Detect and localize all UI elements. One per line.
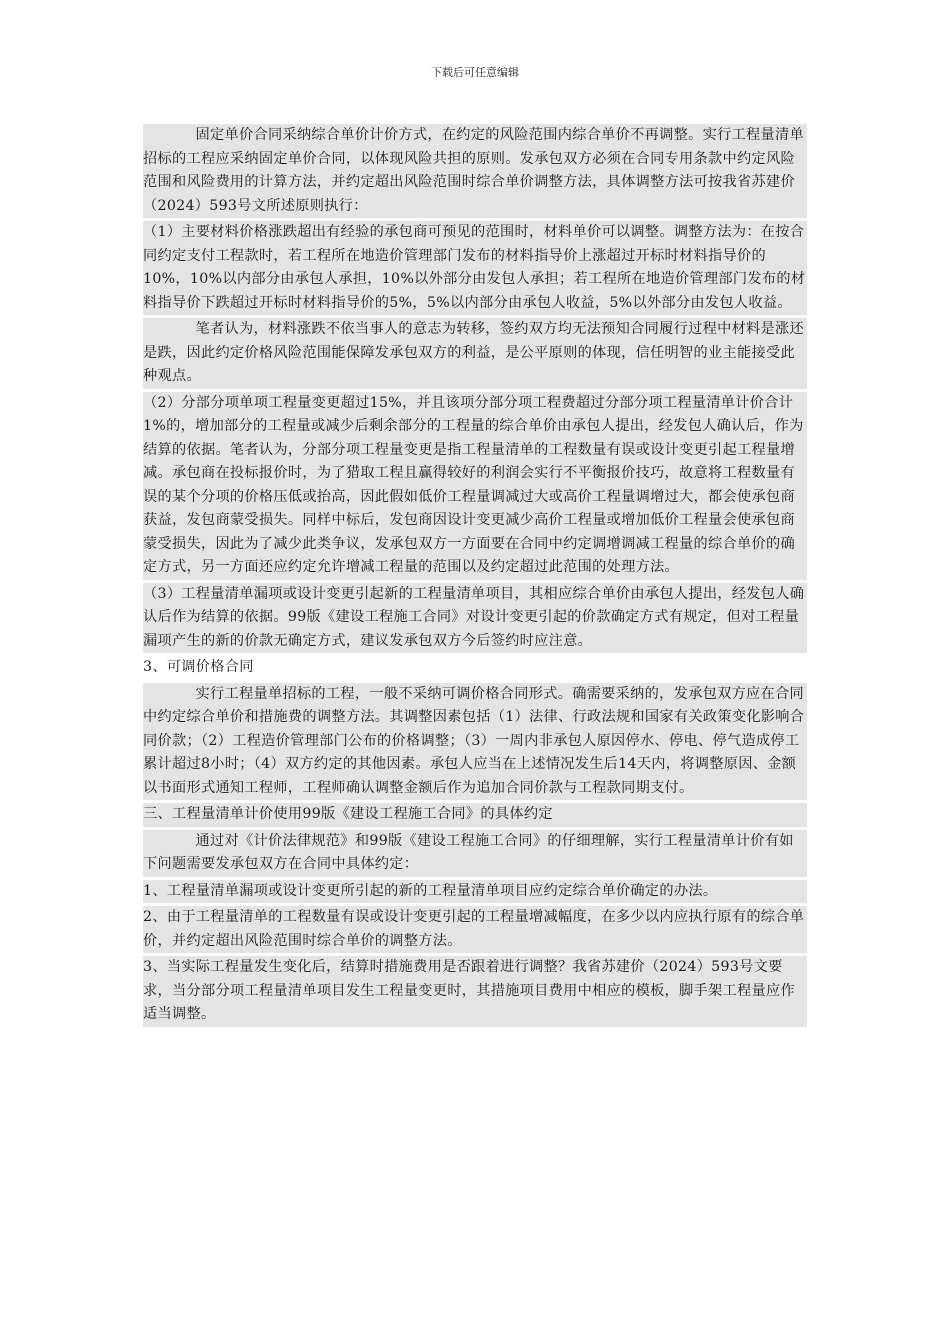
paragraph-item-3: （3）工程量清单漏项或设计变更引起新的工程量清单项目，其相应综合单价由承包人提出，经发包人确认后作为结算的依据。99版《建设工程施工合同》对设计变更引起的价款确定方式有规定，但对工程量漏项产生的新的价款无确定方式，建议发承包双方今后签约时应注意。 bbox=[143, 583, 807, 654]
paragraph-intro-agreement: 通过对《计价法律规范》和99版《建设工程施工合同》的仔细理解，实行工程量清单计价有如下问题需要发承包双方在合同中具体约定： bbox=[143, 830, 807, 877]
paragraph-adjustable-contract: 实行工程量单招标的工程，一般不采纳可调价格合同形式。确需要采纳的，发承包双方应在合同中约定综合单价和措施费的调整方法。其调整因素包括（1）法律、行政法规和国家有关政策变化影响合同价款；（2）工程造价管理部门公布的价格调整；（3）一周内非承包人原因停水、停电、停气造成停工累计超过8小时；（4）双方约定的其他因素。承包人应当在上述情况发生后14天内，将调整原因、金额以书面形式通知工程师，工程师确认调整金额后作为追加合同价款与工程款同期支付。 bbox=[143, 683, 807, 801]
section-heading-three: 三、工程量清单计价使用99版《建设工程施工合同》的具体约定 bbox=[143, 803, 807, 827]
paragraph-item-2: （2）分部分项单项工程量变更超过15%，并且该项分部分项工程费超过分部分项工程量清单计价合计1%的，增加部分的工程量或减少后剩余部分的工程量的综合单价由承包人提出，经发包人确认后，作为结算的依据。笔者认为，分部分项工程量变更是指工程量清单的工程数量有误或设计变更引起工程量增减。承包商在投标报价时，为了猎取工程且赢得较好的利润会实行不平衡报价技巧，故意将工程数量有误的某个分项的价格压低或抬高，因此假如低价工程量调减过大或高价工程量调增过大，都会使承包商获益，发包商蒙受损失。同样中标后，发包商因设计变更减少高价工程量或增加低价工程量会使承包商蒙受损失，因此为了减少此类争议，发承包双方一方面要在合同中约定调增调减工程量的综合单价的确定方式，另一方面还应约定允许增减工程量的范围以及约定超过此范围的处理方法。 bbox=[143, 392, 807, 580]
document-body bbox=[143, 124, 807, 1030]
list-item-3: 3、当实际工程量发生变化后，结算时措施费用是否跟着进行调整？我省苏建价（2024）593号文要求，当分部分项工程量清单项目发生工程量变更时，其措施项目费用中相应的模板，脚手架工程量应作适当调整。 bbox=[143, 956, 807, 1027]
list-item-1: 1、工程量清单漏项或设计变更所引起的新的工程量清单项目应约定综合单价确定的办法。 bbox=[143, 880, 807, 904]
page-header-note: 下载后可任意编辑 bbox=[431, 66, 519, 79]
paragraph-fixed-price: 固定单价合同采纳综合单价计价方式，在约定的风险范围内综合单价不再调整。实行工程量清单招标的工程应采纳固定单价合同，以体现风险共担的原则。发承包双方必须在合同专用条款中约定风险范围和风险费用的计算方法，并约定超出风险范围时综合单价调整方法，具体调整方法可按我省苏建价（2024）593号文所述原则执行： bbox=[143, 124, 807, 218]
list-item-2: 2、由于工程量清单的工程数量有误或设计变更引起的工程量增减幅度，在多少以内应执行原有的综合单价，并约定超出风险范围时综合单价的调整方法。 bbox=[143, 906, 807, 953]
section-heading-adjustable: 3、可调价格合同 bbox=[143, 659, 254, 675]
paragraph-author-view: 笔者认为，材料涨跌不依当事人的意志为转移，签约双方均无法预知合同履行过程中材料是涨还是跌，因此约定价格风险范围能保障发承包双方的利益，是公平原则的体现，信任明智的业主能接受此种观点。 bbox=[143, 318, 807, 389]
paragraph-item-1: （1）主要材料价格涨跌超出有经验的承包商可预见的范围时，材料单价可以调整。调整方法为：在按合同约定支付工程款时，若工程所在地造价管理部门发布的材料指导价上涨超过开标时材料指导价的10%，10%以内部分由承包人承担，10%以外部分由发包人承担；若工程所在地造价管理部门发布的材料指导价下跌超过开标时材料指导价的5%，5%以内部分由承包人收益，5%以外部分由发包人收益。 bbox=[143, 221, 807, 315]
